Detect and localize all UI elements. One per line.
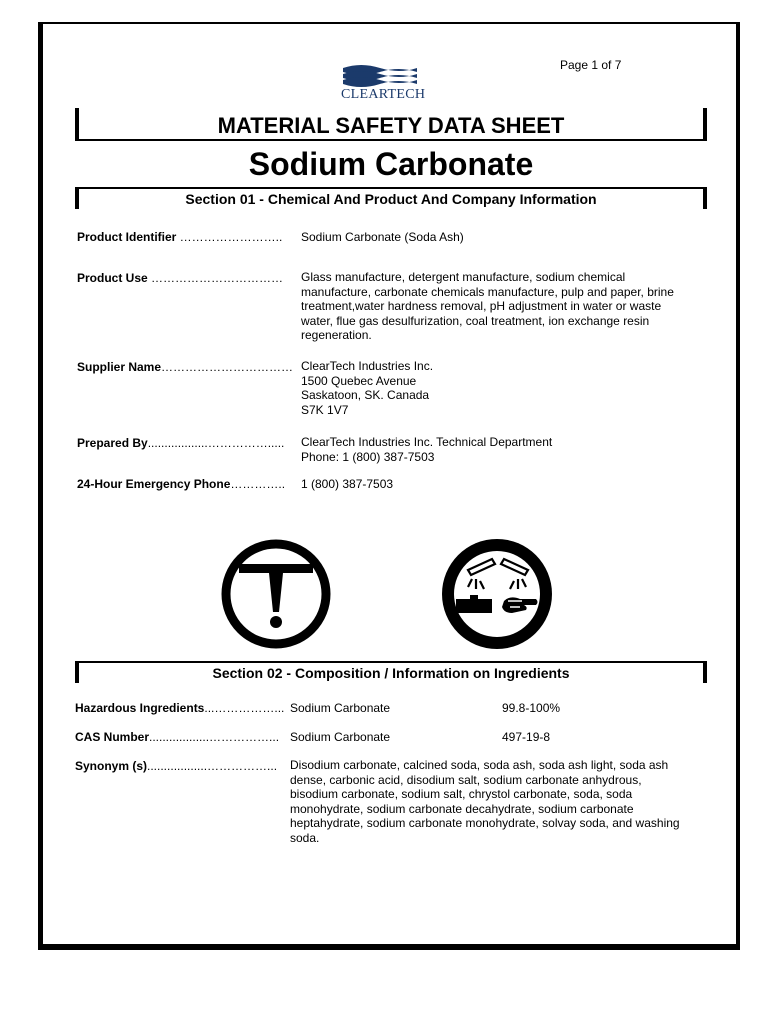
product-name-heading: Sodium Carbonate bbox=[248, 146, 534, 182]
prepared-by-value: ClearTech Industries Inc. Technical Department Phone: 1 (800) 387-7503 bbox=[301, 435, 553, 464]
cas-number-label: CAS Number..................……………... bbox=[75, 730, 280, 744]
cas-number-substance: Sodium Carbonate bbox=[290, 730, 391, 744]
section-01-heading-box bbox=[75, 187, 707, 209]
supplier-name-label: Supplier Name…………………………… bbox=[77, 360, 294, 374]
logo-text: CLEARTECH bbox=[341, 87, 426, 102]
section-02-heading: Section 02 - Composition / Information on Ingredients bbox=[212, 665, 570, 681]
synonyms-label: Synonym (s)..................……………... bbox=[75, 759, 278, 773]
product-use-value: Glass manufacture, detergent manufacture, sodium chemical manufacture, carbonate chemicals manufacture, pulp and paper, brine treatment,water hardness removal, pH adjustment in water or waste water, flue gas desulfurization, coal treatment, ion exchange resin regeneration. bbox=[301, 270, 674, 342]
prepared-by-label: Prepared By..................……………..... bbox=[77, 436, 285, 450]
document-title-box bbox=[75, 108, 707, 141]
page-number: Page 1 of 7 bbox=[560, 58, 622, 72]
toxic-symbol-icon bbox=[219, 537, 333, 651]
cas-number-value: 497-19-8 bbox=[502, 730, 551, 744]
document-title: MATERIAL SAFETY DATA SHEET bbox=[217, 113, 565, 138]
supplier-name-value: ClearTech Industries Inc. 1500 Quebec Avenue Saskatoon, SK. Canada S7K 1V7 bbox=[301, 359, 434, 417]
product-use-label: Product Use …………………………… bbox=[77, 271, 284, 285]
section-01-heading: Section 01 - Chemical And Product And Company Information bbox=[185, 191, 597, 207]
product-identifier-label: Product Identifier …………………….. bbox=[77, 230, 283, 244]
section-02-heading-box bbox=[75, 661, 707, 683]
hazardous-ingredients-percent: 99.8-100% bbox=[502, 701, 561, 715]
emergency-phone-label: 24-Hour Emergency Phone………….. bbox=[77, 477, 286, 491]
hazardous-ingredients-value: Sodium Carbonate bbox=[290, 701, 391, 715]
corrosive-symbol-icon bbox=[440, 537, 555, 651]
product-identifier-value: Sodium Carbonate (Soda Ash) bbox=[301, 230, 464, 244]
synonyms-value: Disodium carbonate, calcined soda, soda ash, soda ash light, soda ash dense, carbonic acid, disodium salt, sodium carbonate anhydrous, bisodium carbonate, sodium salt, chrystol carbonate, soda, soda monohydrate, sodium carbonate decahydrate, sodium carbonate heptahydrate, sodium carbonate monohydrate, solvay soda, and washing soda. bbox=[290, 758, 680, 845]
emergency-phone-value: 1 (800) 387-7503 bbox=[301, 477, 394, 491]
hazardous-ingredients-label: Hazardous Ingredients...……………... bbox=[75, 701, 285, 715]
